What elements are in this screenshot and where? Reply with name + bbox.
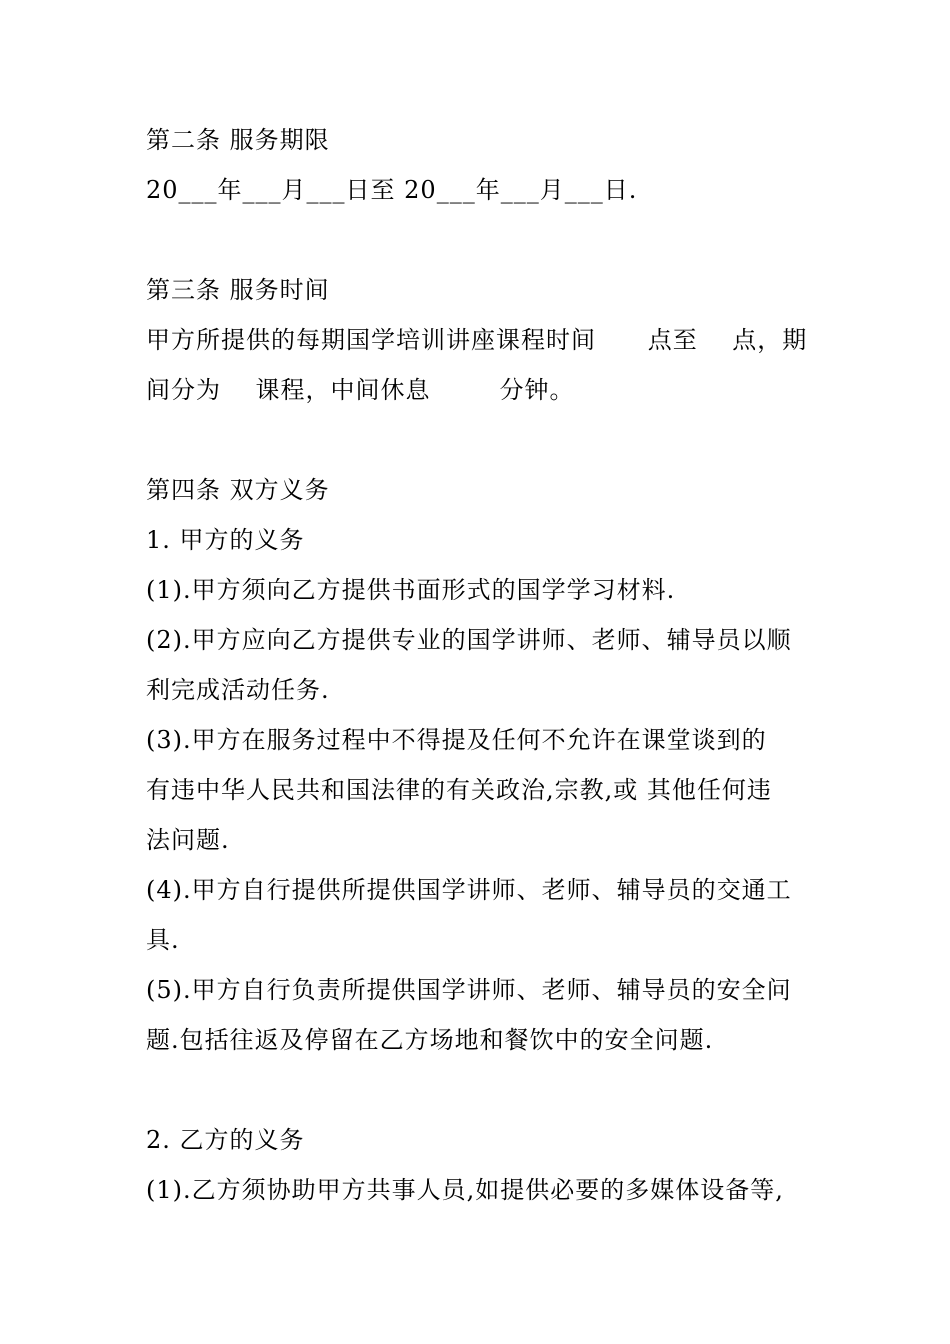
party-a-item-1: (1).甲方须向乙方提供书面形式的国学学习材料. — [146, 576, 676, 604]
party-a-item-2-line-1: (2).甲方应向乙方提供专业的国学讲师、老师、辅导员以顺 — [146, 626, 792, 654]
party-a-item-3-line-2: 有违中华人民共和国法律的有关政治,宗教,或 其他任何违 — [146, 776, 772, 804]
service-period-text: 20___年___月___日至 20___年___月___日. — [146, 176, 638, 204]
party-a-item-2-line-2: 利完成活动任务. — [146, 676, 330, 704]
article-3-heading: 第三条 服务时间 — [146, 276, 330, 304]
party-a-item-4-line-2: 具. — [146, 926, 180, 954]
party-a-item-5-line-1: (5).甲方自行负责所提供国学讲师、老师、辅导员的安全问 — [146, 976, 792, 1004]
party-a-item-4-line-1: (4).甲方自行提供所提供国学讲师、老师、辅导员的交通工 — [146, 876, 792, 904]
article-4-heading: 第四条 双方义务 — [146, 476, 330, 504]
party-a-item-5-line-2: 题.包括往返及停留在乙方场地和餐饮中的安全问题. — [146, 1026, 714, 1054]
article-2-heading: 第二条 服务期限 — [146, 126, 330, 154]
party-a-obligations-title: 1. 甲方的义务 — [146, 526, 305, 554]
party-a-item-3-line-3: 法问题. — [146, 826, 230, 854]
party-a-item-3-line-1: (3).甲方在服务过程中不得提及任何不允许在课堂谈到的 — [146, 726, 767, 754]
party-b-item-1-line-1: (1).乙方须协助甲方共事人员,如提供必要的多媒体设备等, — [146, 1176, 784, 1204]
service-time-text-line-1: 甲方所提供的每期国学培训讲座课程时间 点至 点，期 — [146, 326, 808, 354]
service-time-text-line-2: 间分为 课程，中间休息 分钟。 — [146, 376, 575, 404]
party-b-obligations-title: 2. 乙方的义务 — [146, 1126, 305, 1154]
